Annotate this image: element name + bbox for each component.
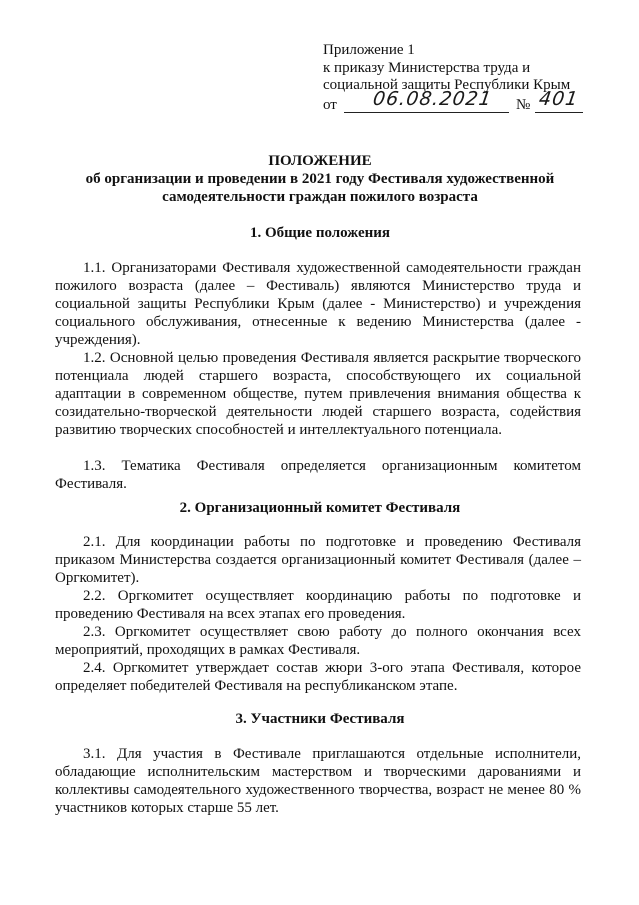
handwritten-date: 06.08.2021 [371, 87, 494, 110]
section-2-heading: 2. Организационный комитет Фестиваля [179, 500, 461, 516]
paragraph-2-2: 2.2. Оргкомитет осуществляет координацию работы по подготовке и проведению Фестиваля на всех этапах его проведения. [55, 588, 581, 622]
document-title [40, 152, 600, 206]
paragraph-2-1: 2.1. Для координации работы по подготовке и проведению Фестиваля приказом Министерства создается организационный комитет Фестиваля (далее – Оргкомитет). [55, 534, 581, 586]
paragraph-3-1: 3.1. Для участия в Фестивале приглашаются отдельные исполнители, обладающие исполнительским мастерством и творческими дарованиями и коллективы самодеятельного художественного творчества, возраст не менее 80 % участников которых старше 55 лет. [55, 746, 581, 816]
number-blank-line [535, 112, 583, 113]
paragraph-2-4: 2.4. Оргкомитет утверждает состав жюри 3-ого этапа Фестиваля, которое определяет победителей Фестиваля на республиканском этапе. [55, 660, 581, 694]
paragraph-2-3: 2.3. Оргкомитет осуществляет свою работу до полного окончания всех мероприятий, проходящих в рамках Фестиваля. [55, 624, 581, 658]
title-heading: ПОЛОЖЕНИЕ [268, 153, 372, 169]
appendix-line-3: социальной защиты Республики Крым [323, 77, 571, 93]
paragraph-1-2: 1.2. Основной целью проведения Фестиваля является раскрытие творческого потенциала людей старшего возраста, способствующего их социальной адаптации в современном обществе, путем привлечения внимания общества к созидательно-творческой деятельности людей старшего возраста, содействия развитию творческих способностей и интеллектуального потенциала. [55, 350, 581, 438]
section-3-heading: 3. Участники Фестиваля [235, 711, 405, 727]
handwritten-number: 401 [537, 87, 580, 110]
date-prefix: от [323, 96, 337, 113]
date-blank-line [344, 112, 509, 113]
section-1-heading: 1. Общие положения [249, 225, 391, 241]
order-date-number-line [323, 87, 613, 115]
appendix-line-1: Приложение 1 [323, 42, 415, 58]
paragraph-1-1: 1.1. Организаторами Фестиваля художественной самодеятельности граждан пожилого возраста (далее – Фестиваль) являются Министерство труда и социальной защиты Республики Крым (далее - Министерство) и учреждения социального обслуживания, отнесенные к ведению Министерства (далее - учреждения). [55, 260, 581, 348]
title-line-2: об организации и проведении в 2021 году Фестиваля художественной [85, 171, 555, 187]
paragraph-1-3: 1.3. Тематика Фестиваля определяется организационным комитетом Фестиваля. [55, 458, 581, 492]
number-prefix: № [516, 96, 531, 113]
appendix-header [323, 42, 613, 115]
title-line-3: самодеятельности граждан пожилого возраста [162, 189, 478, 205]
appendix-line-2: к приказу Министерства труда и [323, 59, 531, 76]
